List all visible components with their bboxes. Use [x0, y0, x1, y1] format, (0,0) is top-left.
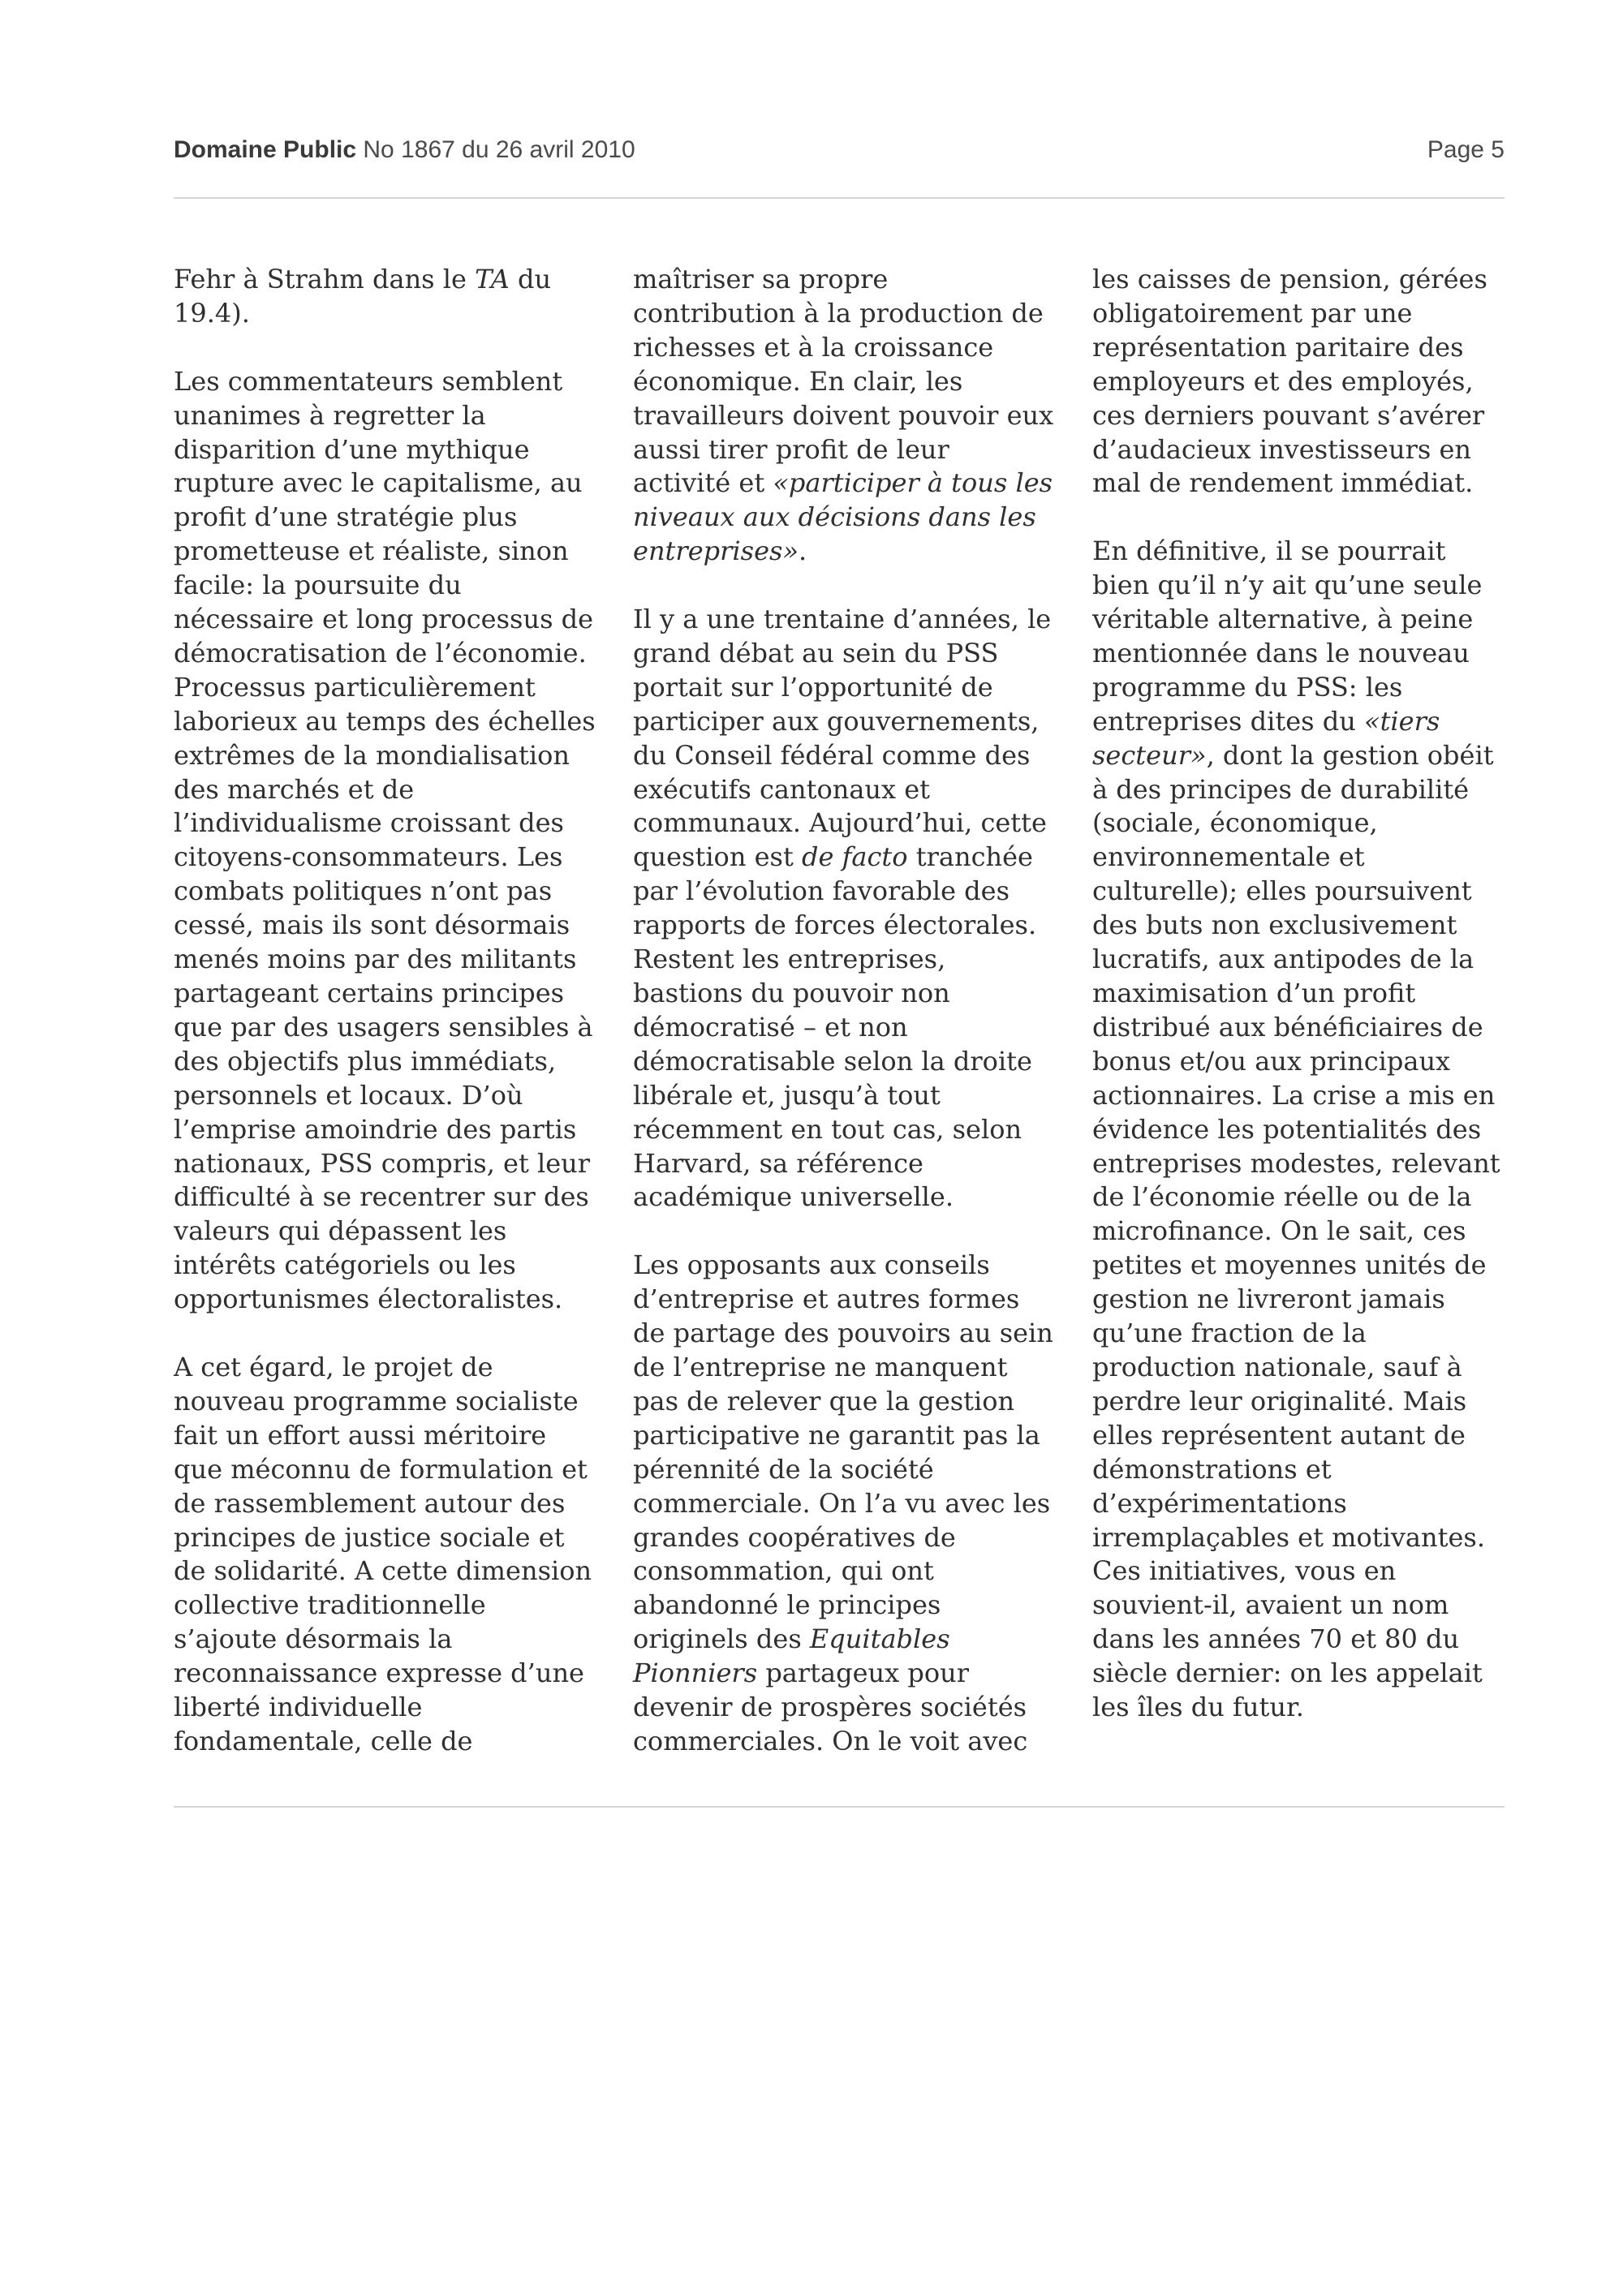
text-run: maîtriser sa propre contribution à la production de richesses et à la croissance économique. En clair, les travailleurs doivent pouvoir eux aussi tirer profit de leur activité et [633, 264, 1054, 499]
paragraph: les caisses de pension, gérées obligatoirement par une représentation paritaire des employeurs et des employés, ces derniers pouvant s’avérer d’audacieux investisseurs en mal de rendement immédiat. [1092, 264, 1487, 499]
text-run-italic: «tiers secteur» [1092, 705, 1440, 771]
issue-info: No 1867 du 26 avril 2010 [363, 136, 635, 163]
text-run: Il y a une trentaine d’années, le grand débat au sein du PSS portait sur l’opportunité de participer aux gouvernements, du Conseil fédéral comme des exécutifs cantonaux et communaux. Aujourd’hui, cette question est [633, 604, 1052, 873]
page-number: Page 5 [1427, 136, 1505, 163]
publication-line [174, 136, 635, 164]
page-header [174, 130, 1505, 170]
text-run: . [799, 535, 807, 567]
text-column-3 [1092, 263, 1506, 1725]
paragraph [633, 1249, 1055, 1759]
paragraph: Les commentateurs semblent unanimes à regretter la disparition d’une mythique rupture avec le capitalisme, au profit d’une stratégie plus prometteuse et réaliste, sinon facile: la poursuite du nécessaire et long processus de démocratisation de l’économie. Processus particulièrement laborieux au temps des échelles extrêmes de la mondialisation des marchés et de l’individualisme croissant des citoyens-consommateurs. Les combats politiques n’ont pas cessé, mais ils sont désormais menés moins par des militants partageant certains principes que par des usagers sensibles à des objectifs plus immédiats, personnels et locaux. D’où l’emprise amoindrie des partis nationaux, PSS compris, et leur difficulté à se recentrer sur des valeurs qui dépassent les intérêts catégoriels ou les opportunismes électoralistes. [174, 365, 596, 1315]
text-run-italic: «participer à tous les niveaux aux décisions dans les entreprises» [633, 467, 1053, 567]
text-run: , dont la gestion obéit à des principes de durabilité (sociale, économique, environnementale et culturelle); elles poursuivent des buts non exclusivement lucratifs, aux antipodes de la maximisation d’un profit distribué aux bénéficiaires de bonus et/ou aux principaux actionnaires. La crise a mis en évidence les potentialités des entreprises modestes, relevant de l’économie réelle ou de la microfinance. On le sait, ces petites et moyennes unités de gestion ne livreront jamais qu’une fraction de la production nationale, sauf à perdre leur originalité. Mais elles représentent autant de démonstrations et d’expérimentations irremplaçables et motivantes. Ces initiatives, vous en souvient-il, avaient un nom dans les années 70 et 80 du siècle dernier: on les appelait les îles du futur. [1092, 739, 1500, 1723]
paragraph [1092, 535, 1506, 1725]
paragraph [633, 263, 1055, 569]
text-run: Fehr à Strahm dans le [174, 264, 476, 295]
footer-divider [174, 1806, 1505, 1808]
text-run: tranchée par l’évolution favorable des rapports de forces électorales. Restent les entreprises, bastions du pouvoir non démocratisé – et non démocratisable selon la droite libérale et, jusqu’à tout récemment en tout cas, selon Harvard, sa référence académique universelle. [633, 841, 1037, 1213]
text-run: du 19.4). [174, 264, 552, 329]
paragraph [633, 603, 1055, 1215]
header-divider [174, 197, 1505, 199]
text-run: Les opposants aux conseils d’entreprise et autres formes de partage des pouvoirs au sein de l’entreprise ne manquent pas de relever que la gestion participative ne garantit pas la pérennité de la société commerciale. On l’a vu avec les grandes coopératives de consommation, qui ont abandonné le principes originels des [633, 1249, 1053, 1655]
paragraph [174, 263, 596, 331]
text-column-2 [633, 263, 1055, 1759]
text-run-italic: de facto [801, 841, 908, 873]
paragraph: A cet égard, le projet de nouveau programme socialiste fait un effort aussi méritoire que méconnu de formulation et de rassemblement autour des principes de justice sociale et de solidarité. A cette dimension collective traditionnelle s’ajoute désormais la reconnaissance expresse d’une liberté individuelle fondamentale, celle de [174, 1351, 592, 1756]
text-run-italic: TA [475, 264, 510, 295]
text-column-1 [174, 263, 596, 1759]
text-run-italic: Equitables Pionniers [633, 1623, 950, 1689]
text-run: En définitive, il se pourrait bien qu’il n’y ait qu’une seule véritable alternative, à peine mentionnée dans le nouveau programme du PSS: les entreprises dites du [1092, 535, 1483, 737]
publication-name: Domaine Public [174, 136, 357, 163]
text-run: partageux pour devenir de prospères sociétés commerciales. On le voit avec [633, 1658, 1028, 1756]
